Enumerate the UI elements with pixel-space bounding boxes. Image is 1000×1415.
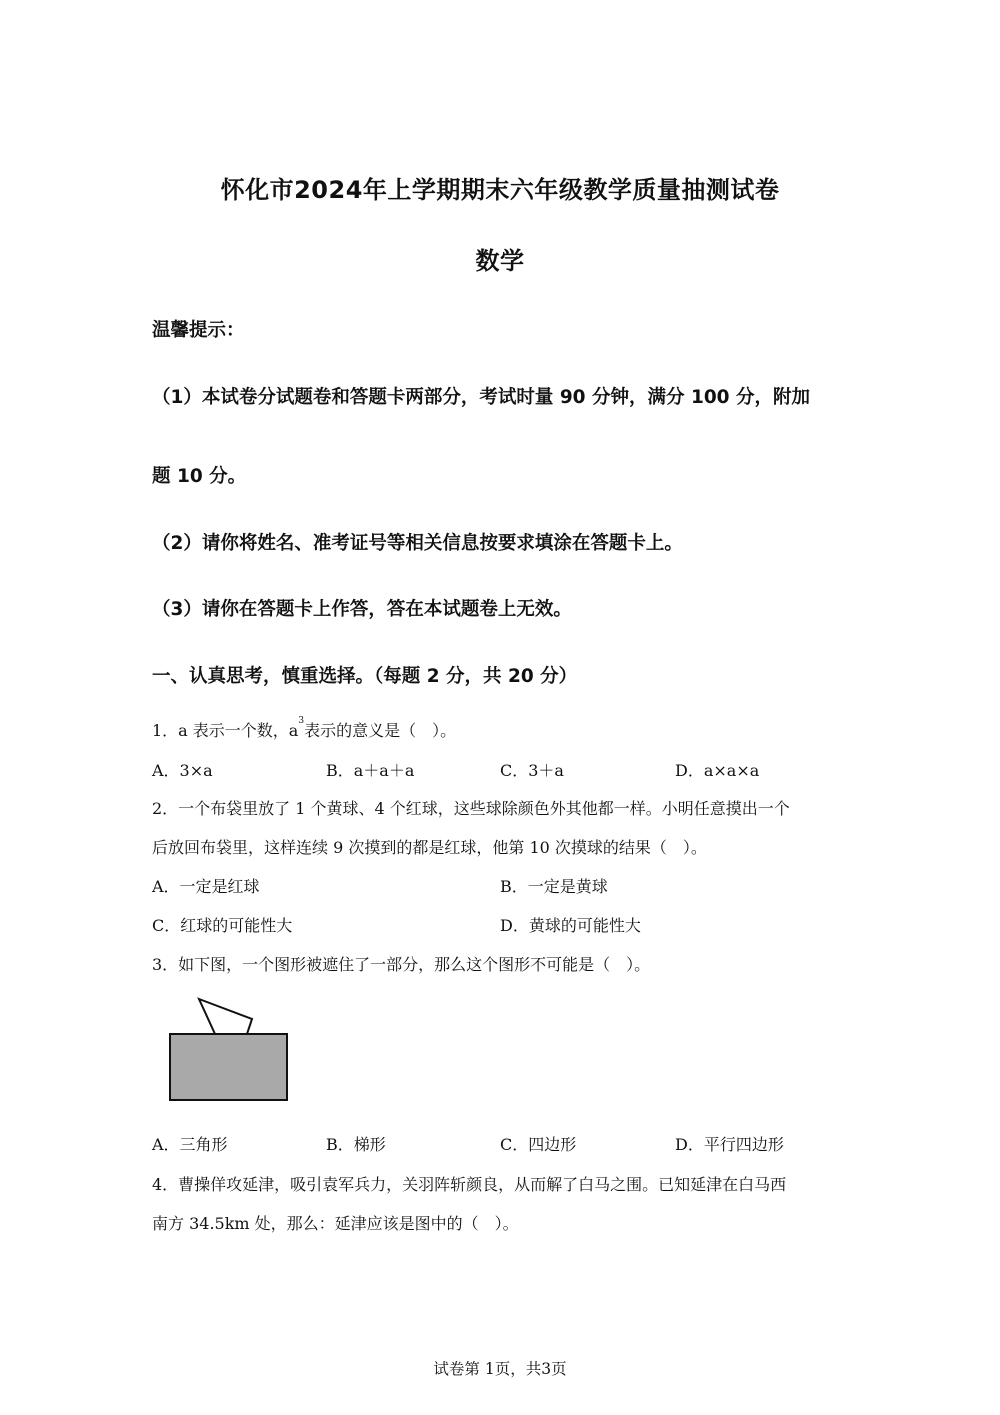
question-1-option-a: A．3×a (152, 761, 213, 780)
notice-heading: 温馨提示： (152, 320, 245, 341)
notice-item-3: （3）请你在答题卡上作答，答在本试题卷上无效。 (152, 599, 572, 620)
page-footer: 试卷第 1页，共3页 (433, 1360, 567, 1378)
question-1-option-d: D．a×a×a (675, 761, 760, 780)
question-1-exponent: 3 (298, 716, 305, 726)
notice-item-2: （2）请你将姓名、准考证号等相关信息按要求填涂在答题卡上。 (152, 533, 683, 554)
question-3-option-a: A．三角形 (152, 1135, 228, 1154)
question-2-stem-line-2: 后放回布袋里，这样连续 9 次摸到的都是红球，他第 10 次摸球的结果（ ）。 (152, 838, 707, 857)
question-1-stem-pre: 1．a 表示一个数，a (152, 721, 299, 740)
visible-shape-corner (199, 999, 252, 1034)
subject-title: 数学 (475, 247, 525, 275)
question-4-stem-line-1: 4．曹操佯攻延津，吸引袁军兵力，关羽阵斩颜良，从而解了白马之围。已知延津在白马西 (152, 1175, 787, 1194)
covered-shape-figure (165, 995, 295, 1105)
question-3-option-c: C．四边形 (500, 1135, 577, 1154)
question-2-option-d: D．黄球的可能性大 (500, 916, 641, 935)
question-1-stem (152, 718, 456, 741)
question-3-option-b: B．梯形 (326, 1135, 386, 1154)
page-title: 怀化市2024年上学期期末六年级教学质量抽测试卷 (220, 176, 780, 204)
question-1-option-c: C．3＋a (500, 761, 564, 780)
question-2-option-a: A．一定是红球 (152, 877, 260, 896)
section-1-heading: 一、认真思考，慎重选择。（每题 2 分，共 20 分） (152, 666, 578, 687)
question-2-option-c: C．红球的可能性大 (152, 916, 293, 935)
question-2-stem-line-1: 2．一个布袋里放了 1 个黄球、4 个红球，这些球除颜色外其他都一样。小明任意摸出一个 (152, 799, 790, 818)
notice-item-1-line-1: （1）本试卷分试题卷和答题卡两部分，考试时量 90 分钟，满分 100 分，附加 (152, 387, 810, 408)
covering-rectangle (170, 1034, 287, 1100)
question-3-stem: 3．如下图，一个图形被遮住了一部分，那么这个图形不可能是（ ）。 (152, 955, 651, 974)
question-2-option-b: B．一定是黄球 (500, 877, 608, 896)
question-3-option-d: D．平行四边形 (675, 1135, 784, 1154)
notice-item-1-line-2: 题 10 分。 (152, 466, 247, 487)
question-1-stem-post: 表示的意义是（ ）。 (304, 721, 457, 740)
question-1-option-b: B．a＋a＋a (326, 761, 415, 780)
question-4-stem-line-2: 南方 34.5km 处，那么：延津应该是图中的（ ）。 (152, 1214, 519, 1233)
